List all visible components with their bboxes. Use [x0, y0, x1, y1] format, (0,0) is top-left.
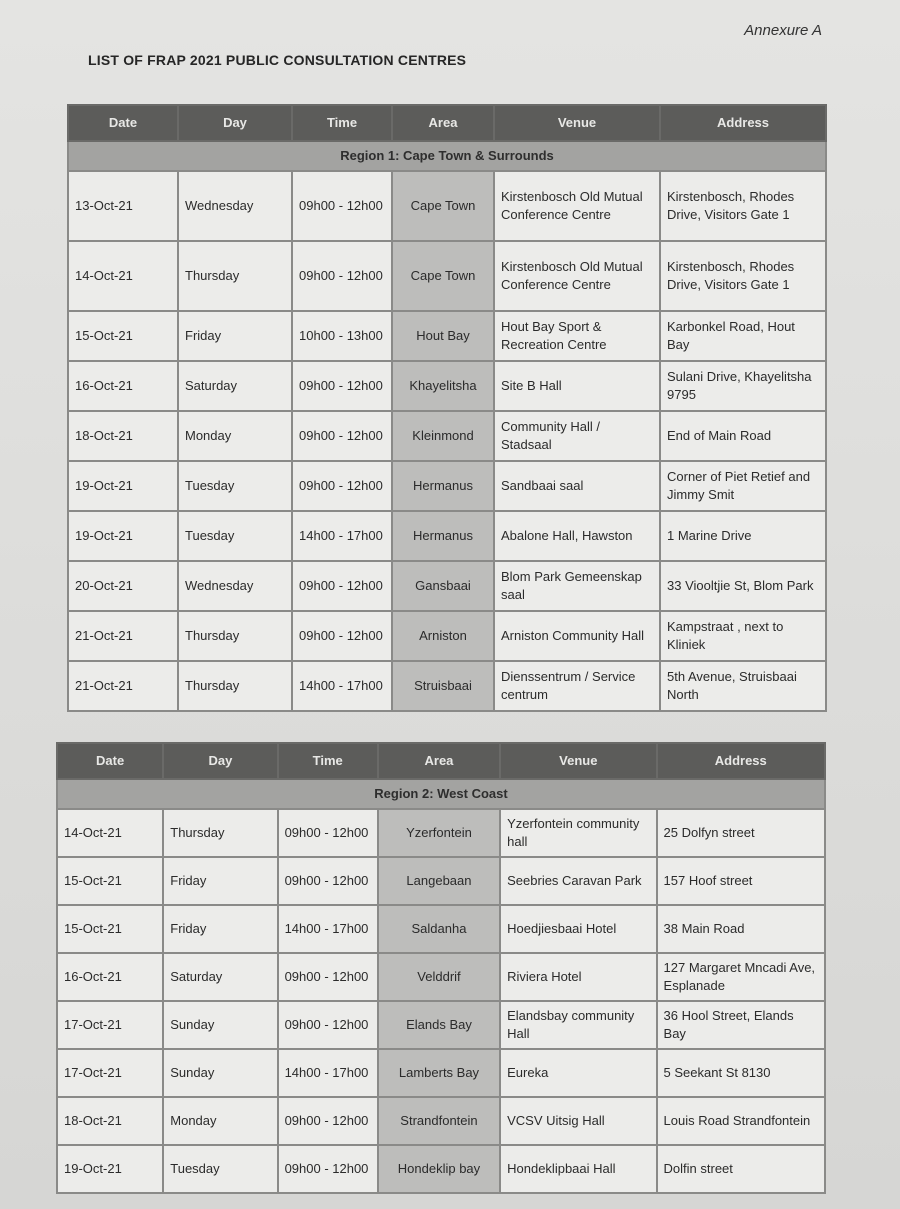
cell-day: Sunday	[163, 1049, 277, 1097]
cell-address: Kirstenbosch, Rhodes Drive, Visitors Gate 1	[660, 241, 826, 311]
cell-address: 127 Margaret Mncadi Ave, Esplanade	[657, 953, 825, 1001]
cell-area: Kleinmond	[392, 411, 494, 461]
cell-day: Tuesday	[178, 511, 292, 561]
cell-venue: Blom Park Gemeenskap saal	[494, 561, 660, 611]
col-header-area: Area	[378, 743, 500, 779]
cell-day: Thursday	[178, 611, 292, 661]
cell-address: Karbonkel Road, Hout Bay	[660, 311, 826, 361]
table-row	[57, 1097, 825, 1145]
cell-date: 19-Oct-21	[57, 1145, 163, 1193]
table-row	[57, 809, 825, 857]
annexure-label: Annexure A	[744, 22, 822, 39]
cell-time: 14h00 - 17h00	[278, 1049, 378, 1097]
cell-address: Kampstraat , next to Kliniek	[660, 611, 826, 661]
cell-area: Elands Bay	[378, 1001, 500, 1049]
cell-date: 15-Oct-21	[57, 857, 163, 905]
cell-area: Hermanus	[392, 511, 494, 561]
cell-area: Arniston	[392, 611, 494, 661]
table-row	[57, 953, 825, 1001]
table-row	[68, 661, 826, 711]
cell-venue: Hoedjiesbaai Hotel	[500, 905, 656, 953]
table-row	[68, 171, 826, 241]
cell-address: End of Main Road	[660, 411, 826, 461]
table-row	[57, 1145, 825, 1193]
col-header-date: Date	[57, 743, 163, 779]
cell-area: Lamberts Bay	[378, 1049, 500, 1097]
col-header-area: Area	[392, 105, 494, 141]
cell-area: Cape Town	[392, 241, 494, 311]
cell-area: Gansbaai	[392, 561, 494, 611]
cell-day: Saturday	[163, 953, 277, 1001]
cell-venue: Kirstenbosch Old Mutual Conference Centre	[494, 171, 660, 241]
table-row	[68, 361, 826, 411]
cell-area: Langebaan	[378, 857, 500, 905]
table-row	[68, 561, 826, 611]
col-header-venue: Venue	[494, 105, 660, 141]
cell-venue: Kirstenbosch Old Mutual Conference Centre	[494, 241, 660, 311]
cell-address: Dolfin street	[657, 1145, 825, 1193]
cell-venue: Riviera Hotel	[500, 953, 656, 1001]
cell-area: Yzerfontein	[378, 809, 500, 857]
cell-date: 16-Oct-21	[68, 361, 178, 411]
region1-table	[67, 104, 827, 712]
cell-time: 14h00 - 17h00	[278, 905, 378, 953]
cell-date: 14-Oct-21	[68, 241, 178, 311]
cell-address: 36 Hool Street, Elands Bay	[657, 1001, 825, 1049]
cell-address: 5th Avenue, Struisbaai North	[660, 661, 826, 711]
cell-day: Monday	[178, 411, 292, 461]
cell-address: 38 Main Road	[657, 905, 825, 953]
cell-time: 09h00 - 12h00	[278, 809, 378, 857]
table-row	[68, 461, 826, 511]
cell-date: 19-Oct-21	[68, 511, 178, 561]
cell-time: 09h00 - 12h00	[292, 241, 392, 311]
table-row	[68, 511, 826, 561]
cell-venue: Hout Bay Sport & Recreation Centre	[494, 311, 660, 361]
cell-venue: Dienssentrum / Service centrum	[494, 661, 660, 711]
cell-day: Wednesday	[178, 171, 292, 241]
cell-date: 15-Oct-21	[57, 905, 163, 953]
col-header-day: Day	[178, 105, 292, 141]
region1-label: Region 1: Cape Town & Surrounds	[68, 141, 826, 171]
col-header-time: Time	[278, 743, 378, 779]
cell-day: Thursday	[163, 809, 277, 857]
cell-venue: Community Hall / Stadsaal	[494, 411, 660, 461]
cell-date: 18-Oct-21	[57, 1097, 163, 1145]
cell-date: 19-Oct-21	[68, 461, 178, 511]
cell-time: 10h00 - 13h00	[292, 311, 392, 361]
cell-time: 09h00 - 12h00	[292, 561, 392, 611]
cell-date: 16-Oct-21	[57, 953, 163, 1001]
cell-date: 21-Oct-21	[68, 661, 178, 711]
cell-day: Friday	[163, 857, 277, 905]
cell-day: Monday	[163, 1097, 277, 1145]
cell-time: 09h00 - 12h00	[292, 461, 392, 511]
cell-time: 09h00 - 12h00	[292, 411, 392, 461]
cell-time: 09h00 - 12h00	[278, 1001, 378, 1049]
cell-address: Kirstenbosch, Rhodes Drive, Visitors Gate 1	[660, 171, 826, 241]
cell-venue: Abalone Hall, Hawston	[494, 511, 660, 561]
cell-time: 09h00 - 12h00	[278, 1145, 378, 1193]
region2-label: Region 2: West Coast	[57, 779, 825, 809]
page-title: LIST OF FRAP 2021 PUBLIC CONSULTATION CENTRES	[88, 52, 467, 68]
cell-address: Corner of Piet Retief and Jimmy Smit	[660, 461, 826, 511]
cell-address: Sulani Drive, Khayelitsha 9795	[660, 361, 826, 411]
cell-venue: Arniston Community Hall	[494, 611, 660, 661]
cell-day: Sunday	[163, 1001, 277, 1049]
cell-area: Struisbaai	[392, 661, 494, 711]
cell-date: 13-Oct-21	[68, 171, 178, 241]
cell-venue: Eureka	[500, 1049, 656, 1097]
cell-day: Friday	[163, 905, 277, 953]
cell-address: 157 Hoof street	[657, 857, 825, 905]
cell-address: 25 Dolfyn street	[657, 809, 825, 857]
cell-time: 09h00 - 12h00	[278, 857, 378, 905]
cell-date: 15-Oct-21	[68, 311, 178, 361]
cell-date: 18-Oct-21	[68, 411, 178, 461]
cell-day: Friday	[178, 311, 292, 361]
cell-time: 14h00 - 17h00	[292, 511, 392, 561]
table-row	[57, 905, 825, 953]
cell-date: 14-Oct-21	[57, 809, 163, 857]
col-header-address: Address	[660, 105, 826, 141]
table-row	[57, 1001, 825, 1049]
region2-table	[56, 742, 826, 1194]
cell-area: Velddrif	[378, 953, 500, 1001]
cell-area: Cape Town	[392, 171, 494, 241]
cell-venue: Yzerfontein community hall	[500, 809, 656, 857]
cell-venue: Site B Hall	[494, 361, 660, 411]
cell-venue: Elandsbay community Hall	[500, 1001, 656, 1049]
cell-time: 09h00 - 12h00	[292, 171, 392, 241]
table-row	[68, 241, 826, 311]
table-row	[68, 411, 826, 461]
cell-area: Khayelitsha	[392, 361, 494, 411]
cell-venue: Hondeklipbaai Hall	[500, 1145, 656, 1193]
cell-venue: VCSV Uitsig Hall	[500, 1097, 656, 1145]
cell-time: 14h00 - 17h00	[292, 661, 392, 711]
cell-day: Wednesday	[178, 561, 292, 611]
col-header-address: Address	[657, 743, 825, 779]
cell-venue: Sandbaai saal	[494, 461, 660, 511]
cell-date: 17-Oct-21	[57, 1001, 163, 1049]
cell-venue: Seebries Caravan Park	[500, 857, 656, 905]
cell-date: 20-Oct-21	[68, 561, 178, 611]
cell-time: 09h00 - 12h00	[292, 611, 392, 661]
cell-address: 5 Seekant St 8130	[657, 1049, 825, 1097]
cell-day: Tuesday	[163, 1145, 277, 1193]
cell-date: 17-Oct-21	[57, 1049, 163, 1097]
cell-area: Strandfontein	[378, 1097, 500, 1145]
cell-time: 09h00 - 12h00	[278, 953, 378, 1001]
cell-address: Louis Road Strandfontein	[657, 1097, 825, 1145]
cell-time: 09h00 - 12h00	[278, 1097, 378, 1145]
table-row	[68, 311, 826, 361]
cell-area: Hondeklip bay	[378, 1145, 500, 1193]
cell-day: Tuesday	[178, 461, 292, 511]
col-header-time: Time	[292, 105, 392, 141]
cell-time: 09h00 - 12h00	[292, 361, 392, 411]
table-row	[57, 857, 825, 905]
cell-area: Hout Bay	[392, 311, 494, 361]
col-header-venue: Venue	[500, 743, 656, 779]
col-header-day: Day	[163, 743, 277, 779]
table-row	[68, 611, 826, 661]
cell-address: 1 Marine Drive	[660, 511, 826, 561]
cell-day: Saturday	[178, 361, 292, 411]
cell-area: Hermanus	[392, 461, 494, 511]
cell-date: 21-Oct-21	[68, 611, 178, 661]
cell-address: 33 Viooltjie St, Blom Park	[660, 561, 826, 611]
cell-area: Saldanha	[378, 905, 500, 953]
table-row	[57, 1049, 825, 1097]
cell-day: Thursday	[178, 661, 292, 711]
col-header-date: Date	[68, 105, 178, 141]
cell-day: Thursday	[178, 241, 292, 311]
